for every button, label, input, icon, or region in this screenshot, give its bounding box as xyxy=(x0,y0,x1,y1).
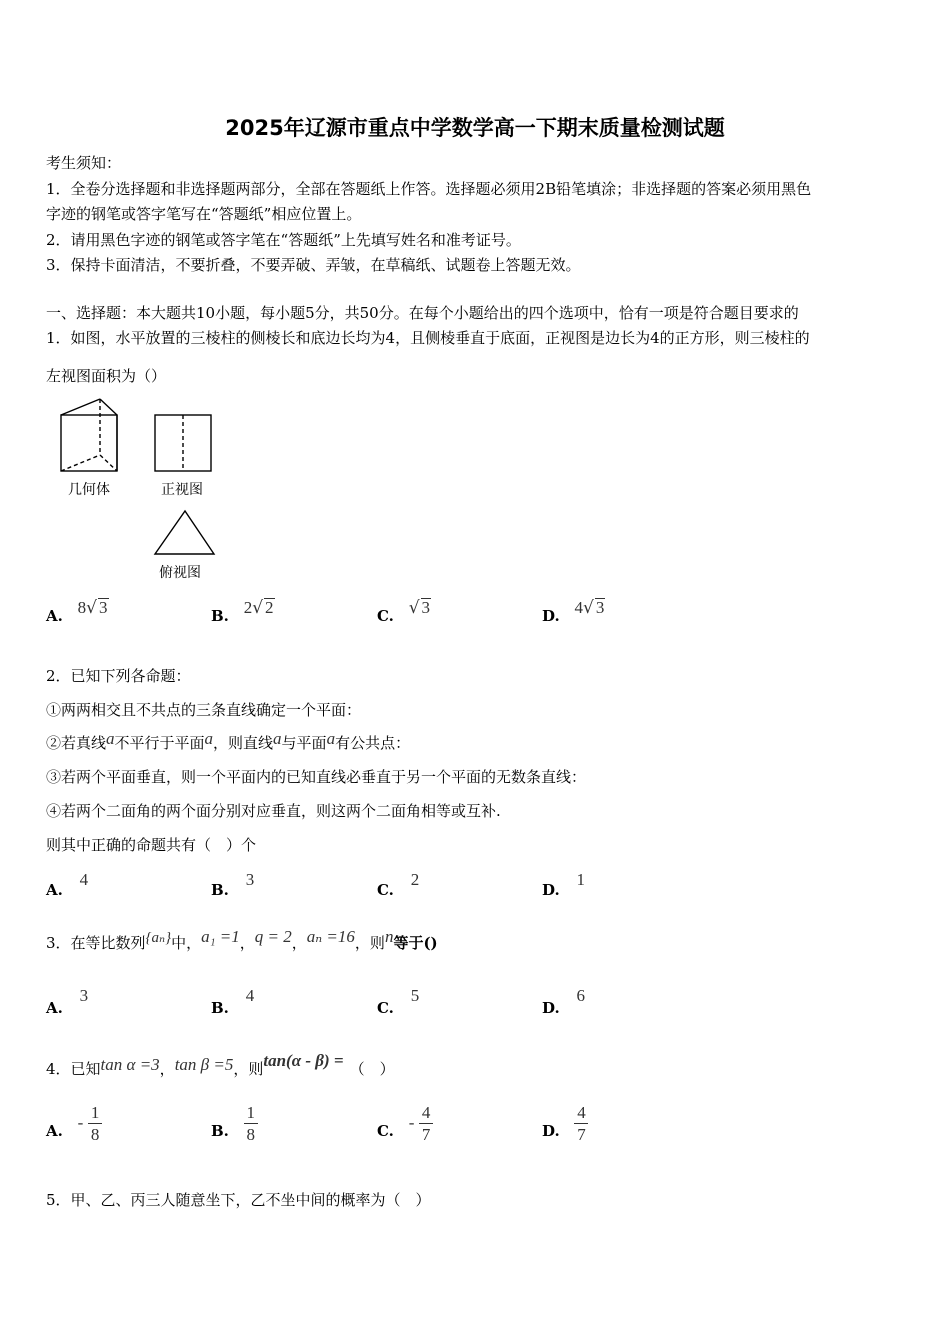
q2-statement-2: ②若真线a不平行于平面a，则直线a与平面a有公共点： xyxy=(46,729,411,752)
option-value: 1 xyxy=(576,870,585,889)
option-value: 2√ 2 xyxy=(243,598,274,618)
q1-stem-line-2: 左视图面积为（） xyxy=(46,367,167,385)
q4-option-a[interactable] xyxy=(46,1104,102,1143)
q3-stem: 3．在等比数列{aₙ}中，a₁ =1，q = 2，aₙ =16，则n等于() xyxy=(46,927,438,952)
section-heading: 一、选择题：本大题共10小题，每小题5分，共50分。在每个小题给出的四个选项中，恰有一项是符合题目要求的 xyxy=(46,304,799,322)
option-value: √ 3 xyxy=(408,598,431,618)
option-fraction: $\frac{1}{8}$ xyxy=(244,1104,258,1143)
notice-item-2: 2．请用黑色字迹的钢笔或答字笔在“答题纸”上先填写姓名和准考证号。 xyxy=(46,231,521,249)
caption-front-view: 正视图 xyxy=(161,482,203,498)
option-label: C. xyxy=(377,607,394,625)
q3-option-b[interactable] xyxy=(211,986,255,1017)
option-fraction: $\frac{4}{7}$ xyxy=(419,1104,433,1143)
option-label: C. xyxy=(377,999,394,1017)
option-value: 3 xyxy=(79,986,89,1005)
option-label: C. xyxy=(377,881,394,899)
option-label: D. xyxy=(542,999,560,1017)
option-value: 4 xyxy=(245,986,255,1005)
q2-option-c[interactable] xyxy=(377,870,420,899)
option-label: D. xyxy=(542,1121,560,1140)
q4-option-b[interactable] xyxy=(211,1104,258,1143)
q1-option-b[interactable] xyxy=(211,598,275,626)
option-label: D. xyxy=(542,607,560,625)
option-label: B. xyxy=(211,1121,229,1140)
option-fraction: $\frac{1}{8}$ xyxy=(88,1104,102,1143)
option-value: 6 xyxy=(576,986,585,1005)
q1-option-a[interactable] xyxy=(46,598,109,626)
q2-statement-3: ③若两个平面垂直，则一个平面内的已知直线必垂直于另一个平面的无数条直线： xyxy=(46,768,587,786)
q2-statement-1: ①两两相交且不共点的三条直线确定一个平面： xyxy=(46,701,362,719)
notice-item-3: 3．保持卡面清洁，不要折叠，不要弄破、弄皱，在草稿纸、试题卷上答题无效。 xyxy=(46,256,581,274)
option-label: A. xyxy=(46,881,63,899)
q2-option-b[interactable] xyxy=(211,870,255,899)
q1-stem-line-1: 1．如图，水平放置的三棱柱的侧棱长和底边长均为4，且侧棱垂直于底面，正视图是边长为4的正方形，则三棱柱的 xyxy=(46,329,810,347)
option-label: A. xyxy=(46,607,63,625)
option-label: C. xyxy=(377,1121,394,1140)
notice-item-1-line-1: 1．全卷分选择题和非选择题两部分，全部在答题纸上作答。选择题必须用2B铅笔填涂；非选择题的答案必须用黑色 xyxy=(46,180,812,198)
q4-option-c[interactable] xyxy=(377,1104,433,1143)
option-label: D. xyxy=(542,881,560,899)
q4-option-d[interactable] xyxy=(542,1104,588,1143)
q2-option-d[interactable] xyxy=(542,870,585,899)
option-value: 5 xyxy=(410,986,420,1005)
q1-option-c[interactable] xyxy=(377,598,431,626)
q2-question: 则其中正确的命题共有（ ）个 xyxy=(46,836,257,854)
option-label: B. xyxy=(211,607,229,625)
q1-option-d[interactable] xyxy=(542,598,605,626)
option-label: A. xyxy=(46,1121,63,1140)
caption-top-view: 俯视图 xyxy=(159,565,201,581)
q5-stem: 5．甲、乙、丙三人随意坐下，乙不坐中间的概率为（ ） xyxy=(46,1191,431,1209)
q2-statement-4: ④若两个二面角的两个面分别对应垂直，则这两个二面角相等或互补. xyxy=(46,802,501,820)
option-value: 2 xyxy=(410,870,420,889)
option-label: B. xyxy=(211,881,229,899)
notice-item-1-line-2: 字迹的钢笔或答字笔写在“答题纸”相应位置上。 xyxy=(46,205,362,223)
option-label: B. xyxy=(211,999,229,1017)
option-value: 4 xyxy=(79,870,89,889)
q2-stem: 2．已知下列各命题： xyxy=(46,667,191,685)
q3-option-a[interactable] xyxy=(46,986,89,1017)
front-view-drawing xyxy=(155,415,211,471)
top-view-drawing xyxy=(155,511,214,554)
option-sign: - xyxy=(408,1112,415,1132)
option-value: 3 xyxy=(245,870,255,889)
notice-heading: 考生须知： xyxy=(46,154,122,172)
page-title: 2025年辽源市重点中学数学高一下期末质量检测试题 xyxy=(225,116,725,140)
q3-option-d[interactable] xyxy=(542,986,585,1017)
prism-drawing xyxy=(61,399,117,471)
q3-option-c[interactable] xyxy=(377,986,420,1017)
q4-stem: 4．已知tan α =3，tan β =5，则tan(α - β) = （ ） xyxy=(46,1051,395,1078)
option-value: 8√ 3 xyxy=(77,598,108,618)
caption-geometry: 几何体 xyxy=(68,482,110,498)
option-sign: - xyxy=(77,1112,84,1132)
q2-option-a[interactable] xyxy=(46,870,89,899)
option-value: 4√ 3 xyxy=(574,598,605,618)
option-fraction: $\frac{4}{7}$ xyxy=(574,1104,588,1143)
option-label: A. xyxy=(46,999,63,1017)
